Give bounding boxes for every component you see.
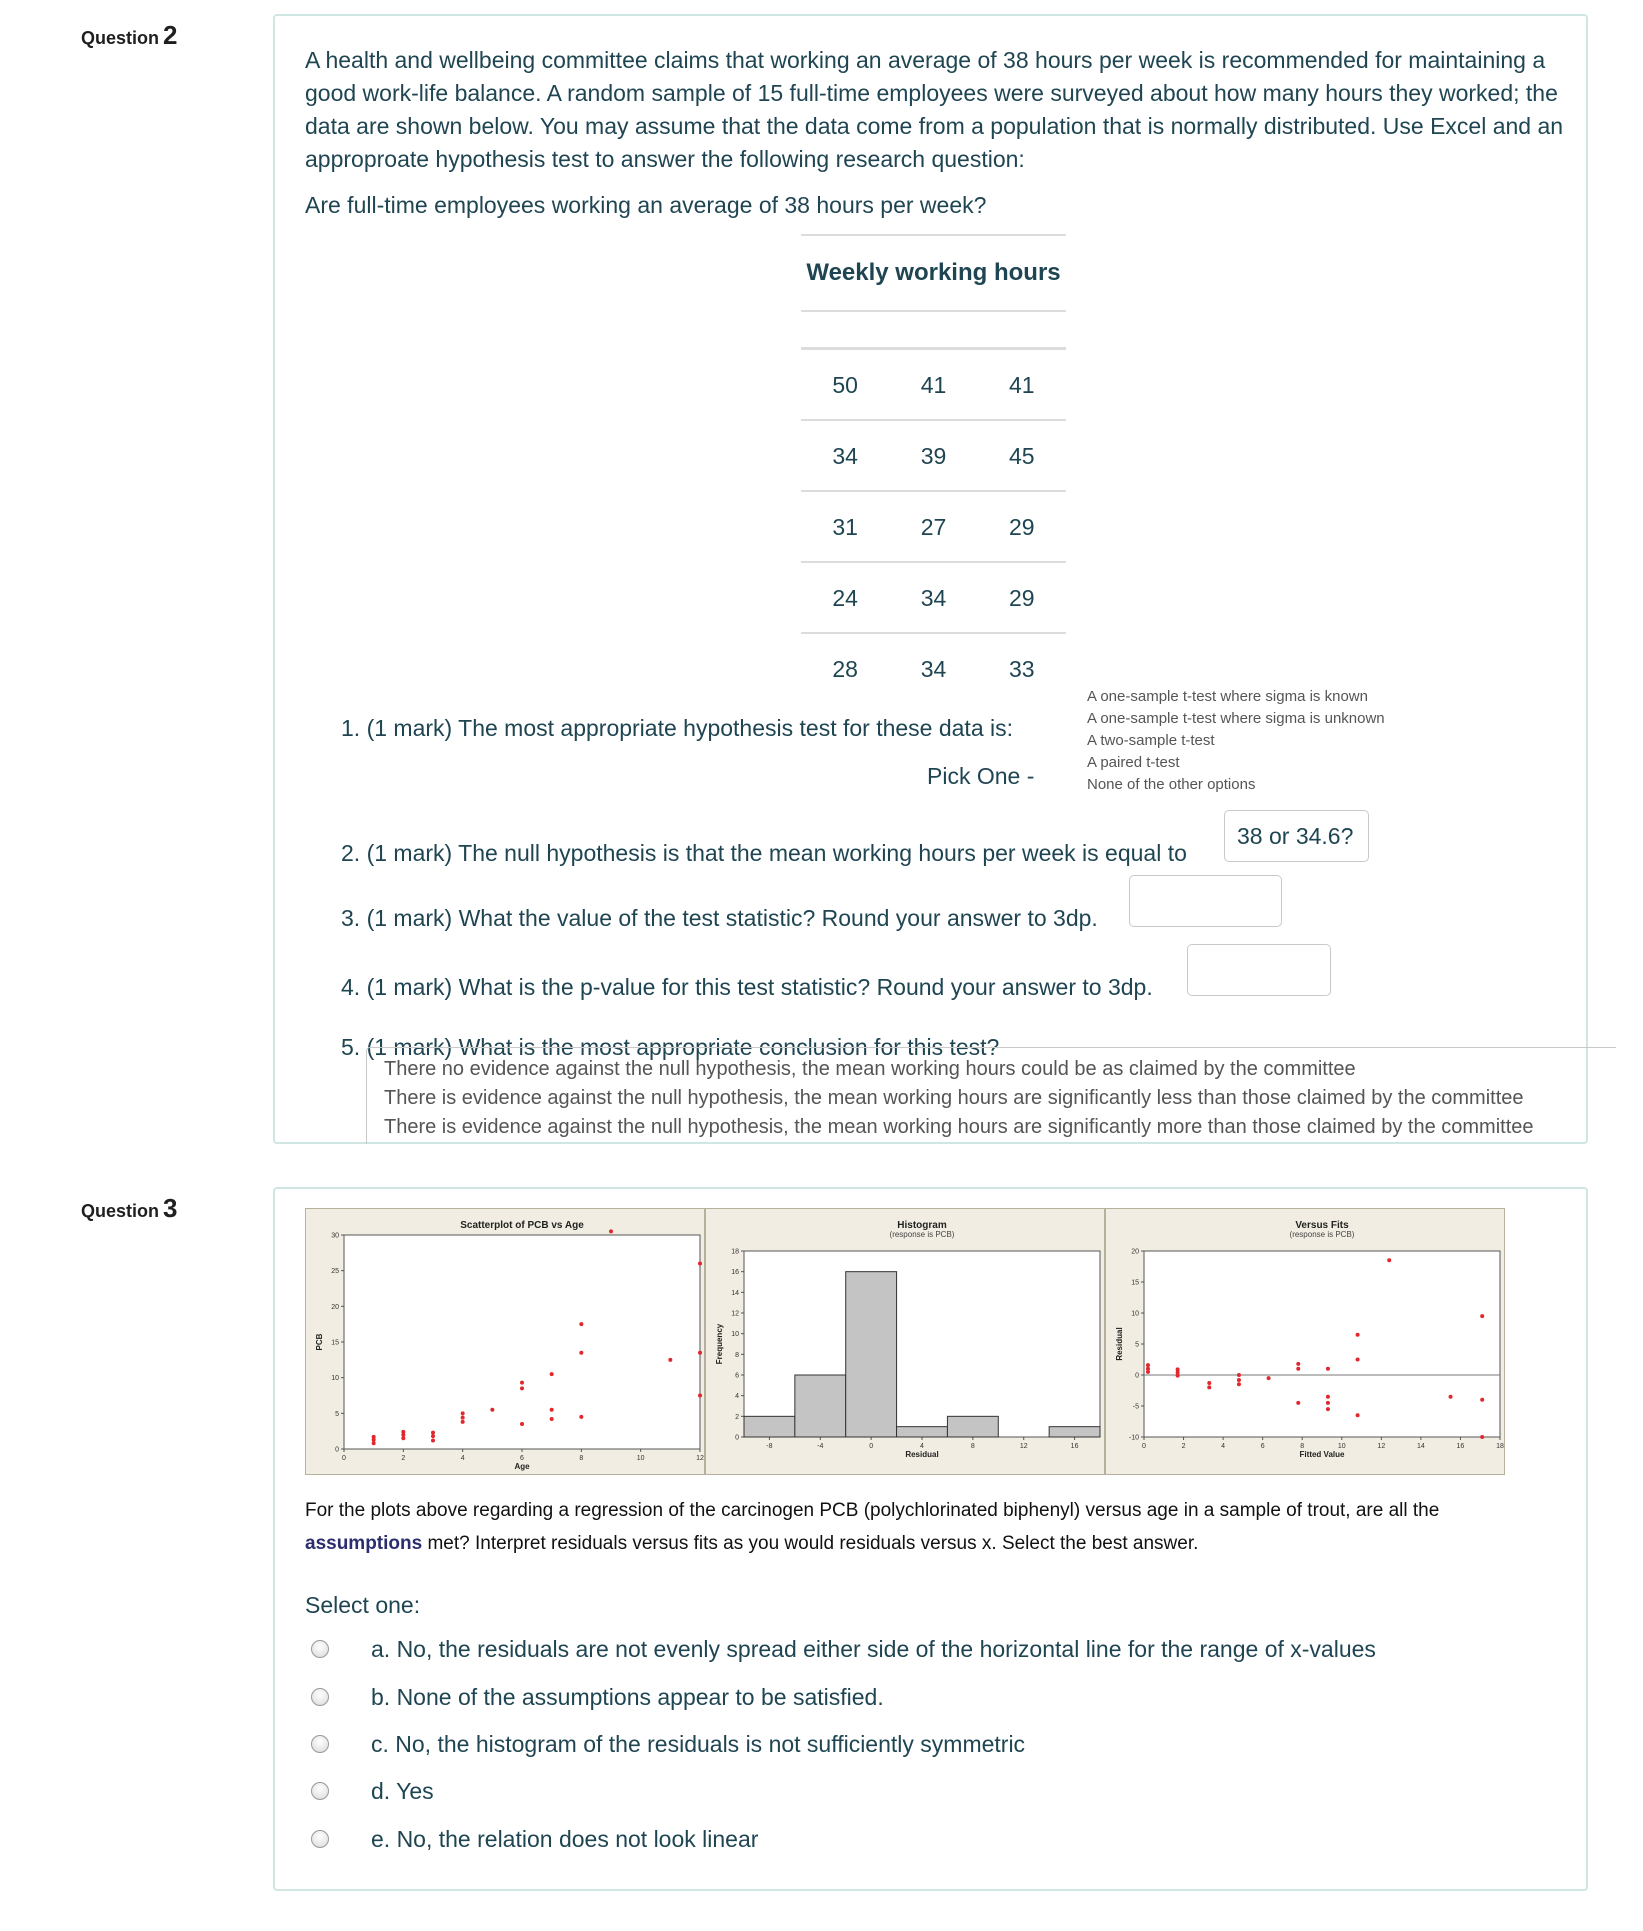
data-point — [1146, 1363, 1150, 1367]
table-cell: 50 — [832, 372, 858, 398]
scatterplot-chart — [306, 1209, 706, 1476]
y-tick-label: 12 — [731, 1310, 739, 1318]
y-axis-label: Residual — [1115, 1327, 1124, 1361]
histogram-panel — [705, 1208, 1105, 1475]
plot-area — [1144, 1251, 1500, 1437]
x-tick-label: 2 — [1181, 1443, 1186, 1450]
subquestion-5: 5. (1 mark) What is the most appropriate conclusion for this test? — [341, 1034, 1000, 1060]
answer-option-e[interactable] — [311, 1824, 758, 1854]
x-tick-label: 12 — [696, 1455, 704, 1462]
x-tick-label: 12 — [1377, 1443, 1386, 1450]
conclusion-option[interactable]: There is evidence against the null hypothesis, the mean working hours are significantly more than those claimed by the committee — [384, 1116, 1534, 1138]
data-point — [1387, 1258, 1391, 1262]
y-tick-label: -5 — [1132, 1403, 1139, 1411]
y-tick-label: 18 — [731, 1248, 739, 1256]
data-point — [1480, 1314, 1484, 1318]
data-point — [1356, 1413, 1360, 1417]
option-label: c. No, the histogram of the residuals is not sufficiently symmetric — [371, 1730, 1026, 1757]
data-point — [550, 1408, 554, 1412]
histogram-bar — [897, 1427, 948, 1437]
x-tick-label: 10 — [636, 1455, 645, 1462]
x-tick-label: 16 — [1456, 1443, 1465, 1450]
y-tick-label: 10 — [731, 1331, 739, 1339]
answer-option-c[interactable] — [311, 1729, 1025, 1759]
test-option[interactable]: A one-sample t-test where sigma is unknown — [1087, 710, 1385, 727]
table-cell: 31 — [832, 514, 858, 540]
x-tick-label: 0 — [1142, 1443, 1146, 1450]
data-point — [698, 1262, 702, 1266]
table-cell: 34 — [832, 443, 858, 469]
question-label-text: Question — [81, 1201, 160, 1221]
test-option[interactable]: A paired t-test — [1087, 754, 1180, 771]
x-tick-label: -8 — [766, 1443, 773, 1450]
question-3-text-after: met? Interpret residuals versus fits as you would residuals versus x. Select the best answer. — [422, 1533, 1199, 1554]
question-number: 3 — [163, 1193, 178, 1223]
table-cell: 27 — [920, 514, 947, 540]
x-tick-label: 8 — [1300, 1443, 1305, 1450]
radio-button[interactable] — [311, 1782, 329, 1800]
data-point — [1237, 1373, 1241, 1377]
y-tick-label: 0 — [335, 1446, 339, 1454]
data-point — [372, 1441, 376, 1445]
question-2-intro: A health and wellbeing committee claims that working an average of 38 hours per week is recommended for maintaining a good work-life balance. A random sample of 15 full-time employees were surveyed about how many hours they worked; the data are shown below. You may assume that the data come from a population that is normally distributed. Use Excel and an approproate hypothesis test to answer the following research question: — [305, 47, 1564, 172]
data-point — [1207, 1381, 1211, 1385]
y-tick-label: 2 — [735, 1413, 739, 1421]
histogram-bar — [1049, 1427, 1100, 1437]
data-point — [1146, 1367, 1150, 1371]
data-point — [431, 1438, 435, 1442]
data-point — [1296, 1362, 1300, 1366]
data-point — [579, 1415, 583, 1419]
data-point — [461, 1416, 465, 1420]
data-point — [550, 1417, 554, 1421]
subquestion-4: 4. (1 mark) What is the p-value for this test statistic? Round your answer to 3dp. — [341, 974, 1153, 1000]
histogram-bar — [846, 1272, 897, 1437]
null-hypothesis-input[interactable]: 38 or 34.6? — [1224, 810, 1369, 862]
data-point — [1326, 1395, 1330, 1399]
data-point — [579, 1351, 583, 1355]
subquestion-2: 2. (1 mark) The null hypothesis is that the mean working hours per week is equal to — [341, 840, 1187, 866]
y-tick-label: 0 — [1135, 1372, 1139, 1380]
chart-subtitle: (response is PCB) — [889, 1230, 955, 1239]
x-tick-label: 8 — [970, 1443, 975, 1450]
table-cell: 29 — [1009, 514, 1035, 540]
regression-plots — [305, 1208, 1505, 1475]
data-point — [490, 1408, 494, 1412]
test-option[interactable]: None of the other options — [1087, 776, 1256, 793]
p-value-input[interactable] — [1187, 944, 1331, 996]
data-point — [579, 1322, 583, 1326]
x-tick-label: 18 — [1496, 1443, 1504, 1450]
subquestion-1: 1. (1 mark) The most appropriate hypothesis test for these data is: — [341, 715, 1014, 741]
histogram-bar — [744, 1416, 795, 1437]
x-axis-label: Residual — [905, 1450, 939, 1459]
y-tick-label: 15 — [331, 1339, 339, 1347]
data-point — [1176, 1367, 1180, 1371]
data-point — [1326, 1407, 1330, 1411]
x-tick-label: 12 — [1019, 1443, 1028, 1450]
table-cell: 29 — [1009, 585, 1035, 611]
answer-option-d[interactable] — [311, 1776, 434, 1806]
y-tick-label: 4 — [735, 1393, 739, 1401]
scatterplot-panel — [305, 1208, 705, 1475]
radio-button[interactable] — [311, 1688, 329, 1706]
x-tick-label: 4 — [920, 1443, 924, 1450]
x-tick-label: 2 — [401, 1455, 406, 1462]
chart-subtitle: (response is PCB) — [1289, 1230, 1355, 1239]
y-tick-label: 15 — [1131, 1279, 1139, 1287]
y-tick-label: 20 — [331, 1303, 339, 1311]
answer-option-a[interactable] — [311, 1634, 1376, 1664]
data-point — [698, 1351, 702, 1355]
answer-option-b[interactable] — [311, 1682, 884, 1712]
table-cell: 24 — [832, 585, 858, 611]
test-option[interactable]: A one-sample t-test where sigma is known — [1087, 688, 1368, 705]
question-3-label — [81, 1193, 177, 1224]
x-tick-label: 6 — [1260, 1443, 1265, 1450]
y-tick-label: 5 — [335, 1410, 339, 1418]
data-point — [461, 1411, 465, 1415]
histogram-bar — [947, 1416, 998, 1437]
y-tick-label: 20 — [1131, 1248, 1139, 1256]
test-statistic-input[interactable] — [1129, 875, 1282, 927]
chart-title: Histogram — [897, 1220, 947, 1231]
pick-one-dropdown[interactable]: Pick One - — [927, 763, 1035, 789]
data-point — [1326, 1367, 1330, 1371]
question-label-text: Question — [81, 28, 160, 48]
question-2-box — [273, 14, 1588, 1144]
chart-title: Versus Fits — [1295, 1220, 1349, 1231]
table-cell: 41 — [920, 372, 947, 398]
y-tick-label: 14 — [731, 1289, 739, 1297]
table-cell: 34 — [920, 656, 947, 682]
data-point — [1237, 1378, 1241, 1382]
x-tick-label: 8 — [579, 1455, 584, 1462]
table-row — [801, 563, 1066, 634]
x-tick-label: 6 — [520, 1455, 524, 1462]
y-tick-label: -10 — [1128, 1434, 1139, 1442]
radio-button[interactable] — [311, 1830, 329, 1848]
data-point — [461, 1420, 465, 1424]
table-cell: 34 — [920, 585, 947, 611]
y-tick-label: 10 — [1131, 1310, 1139, 1318]
x-tick-label: 0 — [869, 1443, 874, 1450]
data-point — [1267, 1376, 1271, 1380]
radio-button[interactable] — [311, 1640, 329, 1658]
table-header: Weekly working hours — [801, 234, 1066, 312]
data-point — [1356, 1333, 1360, 1337]
table-cell: 28 — [832, 656, 858, 682]
x-axis-label: Fitted Value — [1299, 1450, 1345, 1459]
question-3-text-before: For the plots above regarding a regression of the carcinogen PCB (polychlorinated biphenyl) versus age in a sample of trout, are all the — [305, 1500, 1440, 1521]
conclusion-option[interactable]: There is evidence against the null hypothesis, the mean working hours are significantly less than those claimed by the committee — [384, 1087, 1524, 1109]
table-cell: 45 — [1009, 443, 1035, 469]
test-options-list — [1087, 686, 1385, 796]
y-axis-label: Frequency — [715, 1323, 724, 1365]
y-axis-label: PCB — [315, 1333, 324, 1351]
data-point — [1296, 1367, 1300, 1371]
table-row — [801, 634, 1066, 705]
option-label: d. Yes — [371, 1777, 434, 1804]
option-label: e. No, the relation does not look linear — [371, 1825, 759, 1852]
histogram-chart — [706, 1209, 1106, 1476]
x-tick-label: 14 — [1416, 1443, 1425, 1450]
table-cell: 39 — [920, 443, 947, 469]
y-tick-label: 16 — [731, 1269, 739, 1277]
option-label: a. No, the residuals are not evenly spread either side of the horizontal line for the range of x-values — [371, 1635, 1376, 1662]
data-point — [372, 1435, 376, 1439]
data-point — [401, 1436, 405, 1440]
test-option[interactable]: A two-sample t-test — [1087, 732, 1215, 749]
data-point — [1480, 1398, 1484, 1402]
question-3-text — [305, 1494, 1555, 1560]
x-tick-label: 4 — [1221, 1443, 1226, 1450]
table-cell: 41 — [1009, 372, 1035, 398]
radio-button[interactable] — [311, 1735, 329, 1753]
table-row — [801, 421, 1066, 492]
subquestion-3: 3. (1 mark) What the value of the test statistic? Round your answer to 3dp. — [341, 905, 1098, 931]
conclusion-option[interactable]: There no evidence against the null hypothesis, the mean working hours could be as claimed by the committee — [384, 1058, 1356, 1080]
conclusion-select[interactable] — [366, 1047, 1616, 1144]
x-tick-label: 10 — [1337, 1443, 1346, 1450]
x-tick-label: 0 — [342, 1455, 346, 1462]
data-point — [1296, 1401, 1300, 1405]
data-point — [520, 1422, 524, 1426]
data-point — [520, 1381, 524, 1385]
table-row — [801, 492, 1066, 563]
data-point — [1207, 1385, 1211, 1389]
versus-fits-chart — [1106, 1209, 1506, 1476]
data-point — [1237, 1382, 1241, 1386]
y-tick-label: 0 — [735, 1434, 739, 1442]
data-point — [401, 1430, 405, 1434]
x-tick-label: -4 — [817, 1443, 824, 1450]
x-tick-label: 16 — [1070, 1443, 1079, 1450]
weekly-hours-table — [801, 234, 1066, 705]
x-tick-label: 4 — [460, 1455, 465, 1462]
data-point — [1449, 1395, 1453, 1399]
data-point — [1480, 1435, 1484, 1439]
y-tick-label: 25 — [331, 1268, 339, 1276]
chart-title: Scatterplot of PCB vs Age — [460, 1220, 584, 1231]
plot-area — [344, 1235, 700, 1449]
y-tick-label: 5 — [1135, 1341, 1139, 1349]
data-point — [1356, 1358, 1360, 1362]
versus-fits-panel — [1105, 1208, 1505, 1475]
data-point — [668, 1358, 672, 1362]
histogram-bar — [795, 1375, 846, 1437]
data-point — [609, 1229, 613, 1233]
research-question: Are full-time employees working an average of 38 hours per week? — [305, 192, 987, 218]
question-number: 2 — [163, 20, 178, 50]
table-cell: 33 — [1009, 656, 1035, 682]
x-axis-label: Age — [514, 1462, 530, 1471]
question-3-box — [273, 1187, 1588, 1891]
data-point — [698, 1394, 702, 1398]
y-tick-label: 10 — [331, 1375, 339, 1383]
data-point — [520, 1386, 524, 1390]
table-row — [801, 350, 1066, 421]
option-label: b. None of the assumptions appear to be satisfied. — [371, 1683, 884, 1710]
y-tick-label: 8 — [735, 1351, 739, 1359]
assumptions-keyword: assumptions — [305, 1533, 423, 1554]
question-2-label — [81, 20, 177, 51]
data-point — [1326, 1401, 1330, 1405]
y-tick-label: 30 — [331, 1232, 339, 1240]
data-point — [431, 1434, 435, 1438]
y-tick-label: 6 — [735, 1372, 739, 1380]
data-point — [550, 1372, 554, 1376]
data-point — [431, 1431, 435, 1435]
select-one-label: Select one: — [305, 1592, 421, 1618]
